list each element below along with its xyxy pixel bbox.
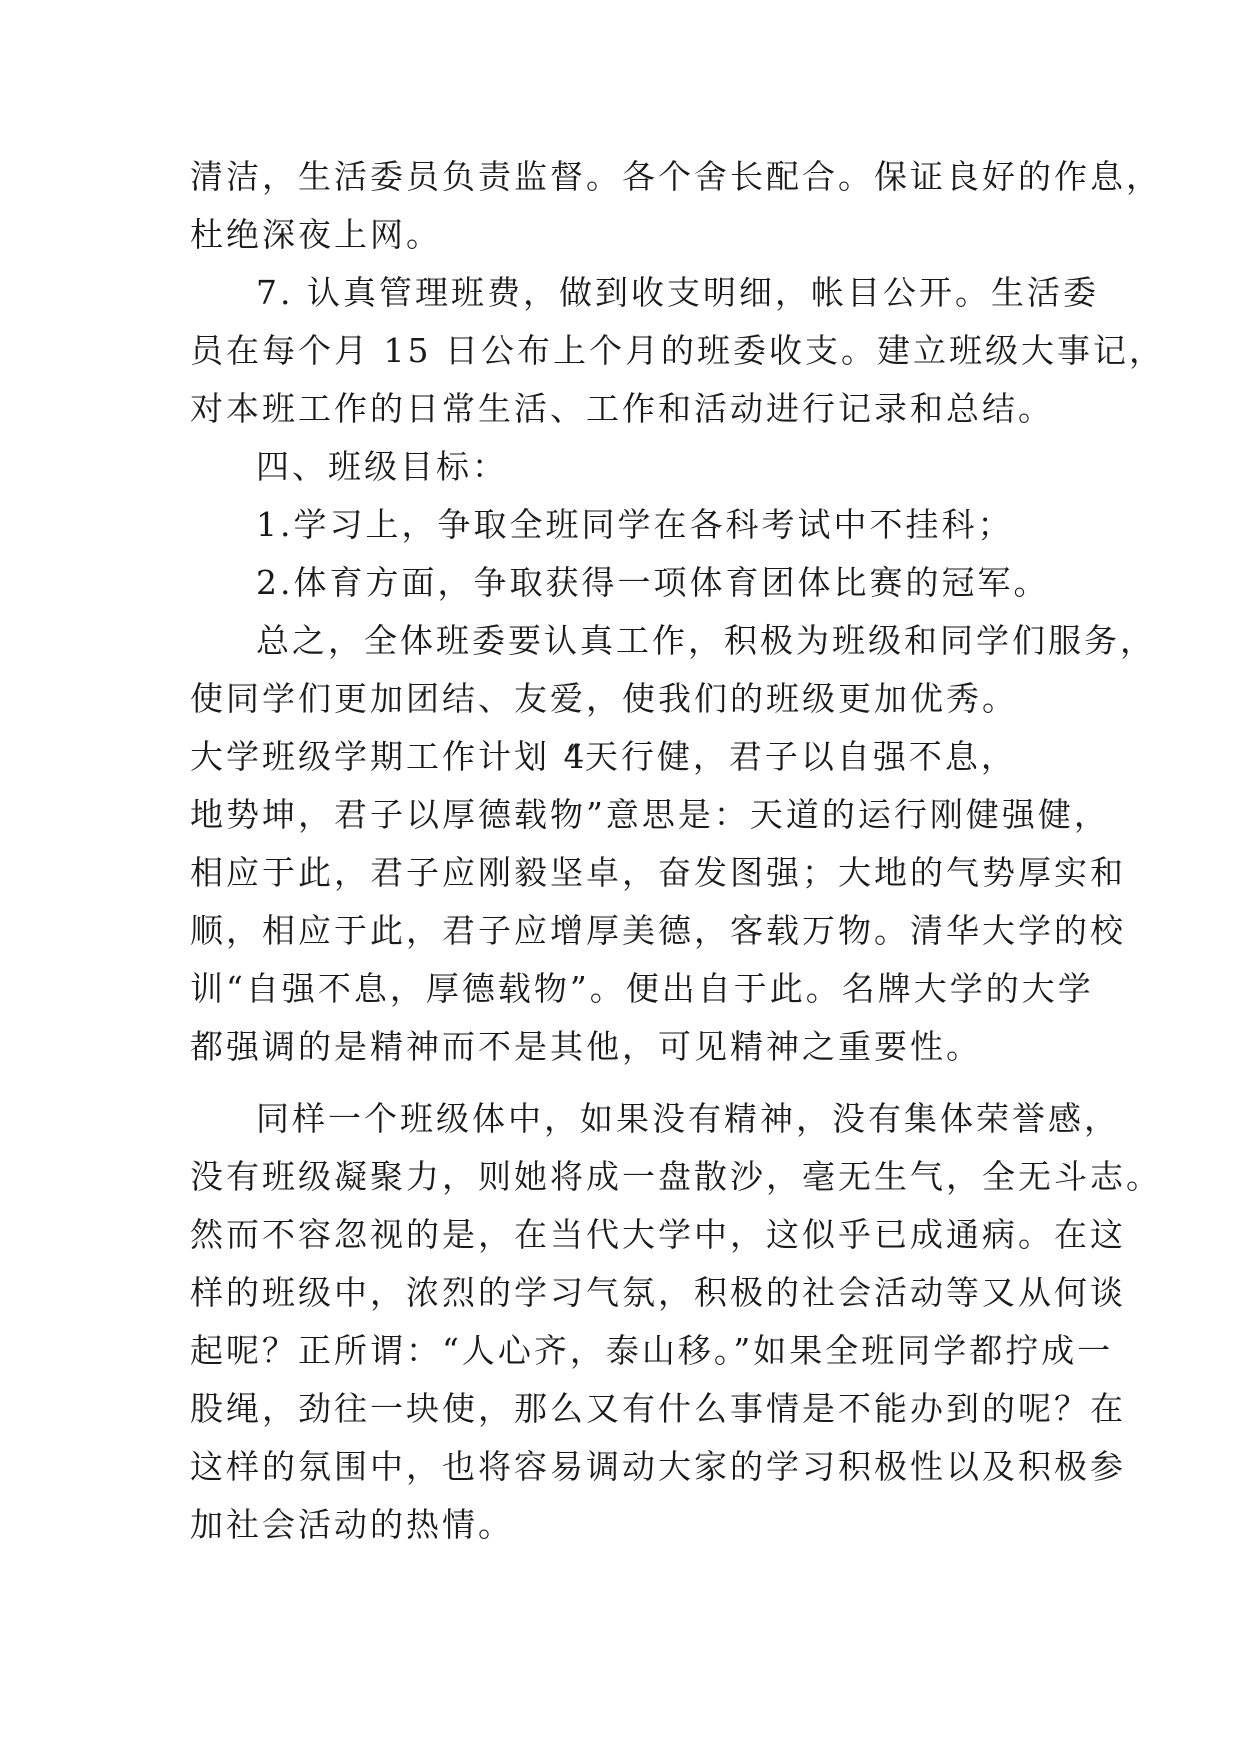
text-line: 地势坤，君子以厚德载物”意思是：天道的运行刚健强健，: [190, 795, 1110, 834]
list-item: 1.学习上，争取全班同学在各科考试中不挂科；: [256, 505, 1014, 544]
text-line: 样的班级中，浓烈的学习气氛，积极的社会活动等又从何谈: [190, 1273, 1126, 1312]
article-title: 大学班级学期工作计划 4: [190, 737, 588, 776]
text-line: 7. 认真管理班费，做到收支明细，帐目公开。生活委: [256, 273, 1099, 312]
text-line: 员在每个月 15 日公布上个月的班委收支。建立班级大事记，: [190, 331, 1165, 370]
text-line: 没有班级凝聚力，则她将成一盘散沙，毫无生气，全无斗志。: [190, 1157, 1162, 1196]
heading-line: [190, 728, 1070, 786]
section-heading: 四、班级目标：: [256, 447, 508, 486]
text-line: 都强调的是精神而不是其他，可见精神之重要性。: [190, 1027, 982, 1066]
text-line: 使同学们更加团结、友爱，使我们的班级更加优秀。: [190, 679, 1018, 718]
text-line: 训“自强不息，厚德载物”。便出自于此。名牌大学的大学: [190, 969, 1094, 1008]
text-line: 顺，相应于此，君子应增厚美德，客载万物。清华大学的校: [190, 911, 1126, 950]
text-line: 杜绝深夜上网。: [190, 215, 442, 254]
text-line: 这样的氛围中，也将容易调动大家的学习积极性以及积极参: [190, 1447, 1126, 1486]
text-line: 股绳，劲往一块使，那么又有什么事情是不能办到的呢？在: [190, 1389, 1126, 1428]
text-line: 对本班工作的日常生活、工作和活动进行记录和总结。: [190, 389, 1054, 428]
text-line: 同样一个班级体中，如果没有精神，没有集体荣誉感，: [256, 1099, 1120, 1138]
quote-start: “天行健，君子以自强不息，: [565, 737, 1017, 776]
text-line: 起呢？正所谓：“人心齐，泰山移。”如果全班同学都拧成一: [190, 1331, 1114, 1370]
text-line: 加社会活动的热情。: [190, 1505, 514, 1544]
document-page: [190, 148, 1165, 1554]
list-item: 2.体育方面，争取获得一项体育团体比赛的冠军。: [256, 563, 1050, 602]
text-line: 相应于此，君子应刚毅坚卓，奋发图强；大地的气势厚实和: [190, 853, 1126, 892]
text-line: 清洁，生活委员负责监督。各个舍长配合。保证良好的作息，: [190, 157, 1162, 196]
text-line: 然而不容忽视的是，在当代大学中，这似乎已成通病。在这: [190, 1215, 1126, 1254]
text-line: 总之，全体班委要认真工作，积极为班级和同学们服务，: [256, 621, 1156, 660]
